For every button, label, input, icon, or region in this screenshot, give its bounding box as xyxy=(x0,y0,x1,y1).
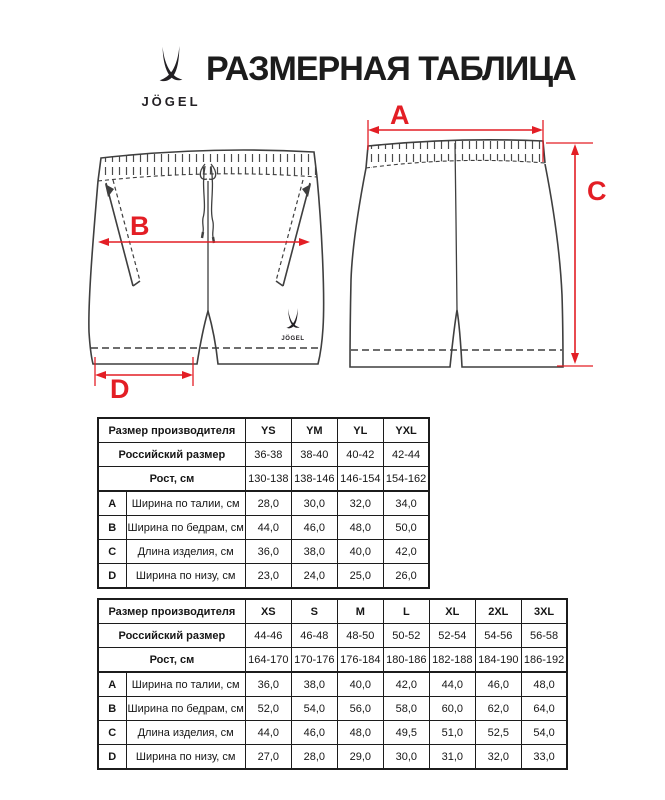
size-cell: 54,0 xyxy=(291,697,337,721)
size-cell: 32,0 xyxy=(475,745,521,770)
param-cell: Ширина по талии, см xyxy=(126,491,245,516)
table-row xyxy=(98,721,567,745)
size-cell: 138-146 xyxy=(291,467,337,492)
size-cell: 48,0 xyxy=(337,516,383,540)
param-cell: Ширина по бедрам, см xyxy=(126,516,245,540)
size-cell: 27,0 xyxy=(245,745,291,770)
youth-size-table xyxy=(97,417,430,589)
param-cell: Ширина по бедрам, см xyxy=(126,697,245,721)
table-row xyxy=(98,648,567,673)
param-cell: Ширина по низу, см xyxy=(126,745,245,770)
size-cell: 54,0 xyxy=(521,721,567,745)
page-title: РАЗМЕРНАЯ ТАБЛИЦА xyxy=(206,50,576,88)
header-label: Российский размер xyxy=(98,443,245,467)
size-cell: 28,0 xyxy=(245,491,291,516)
size-cell: 42-44 xyxy=(383,443,429,467)
size-cell: 32,0 xyxy=(337,491,383,516)
size-cell: 23,0 xyxy=(245,564,291,589)
size-code-cell: S xyxy=(291,599,337,624)
size-cell: 146-154 xyxy=(337,467,383,492)
size-cell: 25,0 xyxy=(337,564,383,589)
size-cell: 31,0 xyxy=(429,745,475,770)
dimension-label-b: B xyxy=(130,211,150,241)
size-cell: 64,0 xyxy=(521,697,567,721)
size-cell: 51,0 xyxy=(429,721,475,745)
size-cell: 33,0 xyxy=(521,745,567,770)
size-cell: 44,0 xyxy=(245,516,291,540)
dim-letter-cell: C xyxy=(98,721,126,745)
header-label: Рост, см xyxy=(98,648,245,673)
dim-letter-cell: C xyxy=(98,540,126,564)
table-row xyxy=(98,516,429,540)
dim-letter-cell: D xyxy=(98,745,126,770)
table-row xyxy=(98,672,567,697)
table-row xyxy=(98,467,429,492)
size-cell: 36,0 xyxy=(245,672,291,697)
size-cell: 184-190 xyxy=(475,648,521,673)
front-shorts-drawing xyxy=(89,150,324,400)
size-cell: 130-138 xyxy=(245,467,291,492)
size-cell: 46,0 xyxy=(291,721,337,745)
dim-letter-cell: A xyxy=(98,491,126,516)
size-cell: 49,5 xyxy=(383,721,429,745)
size-cell: 38-40 xyxy=(291,443,337,467)
size-cell: 50,0 xyxy=(383,516,429,540)
size-cell: 26,0 xyxy=(383,564,429,589)
size-cell: 42,0 xyxy=(383,672,429,697)
param-cell: Ширина по низу, см xyxy=(126,564,245,589)
logo-symbol-icon xyxy=(160,46,183,81)
header-label: Размер производителя xyxy=(98,418,245,443)
table-row xyxy=(98,443,429,467)
size-cell: 62,0 xyxy=(475,697,521,721)
table-row xyxy=(98,564,429,589)
size-code-cell: 2XL xyxy=(475,599,521,624)
size-code-cell: YS xyxy=(245,418,291,443)
size-cell: 180-186 xyxy=(383,648,429,673)
size-cell: 182-188 xyxy=(429,648,475,673)
size-cell: 24,0 xyxy=(291,564,337,589)
leg-logo-text: JÖGEL xyxy=(281,336,305,342)
size-cell: 48,0 xyxy=(521,672,567,697)
dim-letter-cell: B xyxy=(98,697,126,721)
size-cell: 30,0 xyxy=(291,491,337,516)
size-cell: 29,0 xyxy=(337,745,383,770)
size-cell: 50-52 xyxy=(383,624,429,648)
table-row xyxy=(98,599,567,624)
size-cell: 52,5 xyxy=(475,721,521,745)
size-cell: 44-46 xyxy=(245,624,291,648)
size-cell: 186-192 xyxy=(521,648,567,673)
size-code-cell: M xyxy=(337,599,383,624)
size-code-cell: YXL xyxy=(383,418,429,443)
size-cell: 46-48 xyxy=(291,624,337,648)
table-row xyxy=(98,697,567,721)
size-cell: 40,0 xyxy=(337,672,383,697)
size-cell: 48,0 xyxy=(337,721,383,745)
size-cell: 176-184 xyxy=(337,648,383,673)
header-label: Рост, см xyxy=(98,467,245,492)
size-cell: 30,0 xyxy=(383,745,429,770)
adult-size-table xyxy=(97,598,568,770)
param-cell: Ширина по талии, см xyxy=(126,672,245,697)
table-row xyxy=(98,624,567,648)
table-row xyxy=(98,418,429,443)
param-cell: Длина изделия, см xyxy=(126,540,245,564)
dimension-label-a: A xyxy=(390,100,410,130)
size-cell: 38,0 xyxy=(291,672,337,697)
size-code-cell: XL xyxy=(429,599,475,624)
table-row xyxy=(98,745,567,770)
size-cell: 38,0 xyxy=(291,540,337,564)
size-code-cell: L xyxy=(383,599,429,624)
size-cell: 48-50 xyxy=(337,624,383,648)
leg-logo xyxy=(281,308,304,342)
size-code-cell: XS xyxy=(245,599,291,624)
table-row xyxy=(98,491,429,516)
logo-text: JÖGEL xyxy=(141,94,201,109)
size-cell: 154-162 xyxy=(383,467,429,492)
header-label: Российский размер xyxy=(98,624,245,648)
size-cell: 44,0 xyxy=(429,672,475,697)
dim-letter-cell: B xyxy=(98,516,126,540)
size-cell: 58,0 xyxy=(383,697,429,721)
front-right-pocket xyxy=(276,180,311,286)
size-code-cell: YM xyxy=(291,418,337,443)
size-cell: 42,0 xyxy=(383,540,429,564)
shorts-diagrams xyxy=(60,100,620,400)
size-cell: 40,0 xyxy=(337,540,383,564)
back-shorts-drawing xyxy=(350,100,607,367)
size-cell: 36-38 xyxy=(245,443,291,467)
size-cell: 54-56 xyxy=(475,624,521,648)
size-cell: 56,0 xyxy=(337,697,383,721)
dim-letter-cell: D xyxy=(98,564,126,589)
size-cell: 46,0 xyxy=(291,516,337,540)
size-cell: 52-54 xyxy=(429,624,475,648)
size-cell: 34,0 xyxy=(383,491,429,516)
param-cell: Длина изделия, см xyxy=(126,721,245,745)
size-cell: 40-42 xyxy=(337,443,383,467)
size-code-cell: 3XL xyxy=(521,599,567,624)
size-cell: 46,0 xyxy=(475,672,521,697)
dim-letter-cell: A xyxy=(98,672,126,697)
size-cell: 56-58 xyxy=(521,624,567,648)
dimension-label-d: D xyxy=(110,374,130,400)
size-cell: 60,0 xyxy=(429,697,475,721)
size-cell: 44,0 xyxy=(245,721,291,745)
dimension-label-c: C xyxy=(587,176,607,206)
size-cell: 52,0 xyxy=(245,697,291,721)
size-cell: 36,0 xyxy=(245,540,291,564)
size-cell: 170-176 xyxy=(291,648,337,673)
table-row xyxy=(98,540,429,564)
size-cell: 164-170 xyxy=(245,648,291,673)
dimension-arrow-c xyxy=(546,143,593,366)
header-label: Размер производителя xyxy=(98,599,245,624)
size-cell: 28,0 xyxy=(291,745,337,770)
size-code-cell: YL xyxy=(337,418,383,443)
